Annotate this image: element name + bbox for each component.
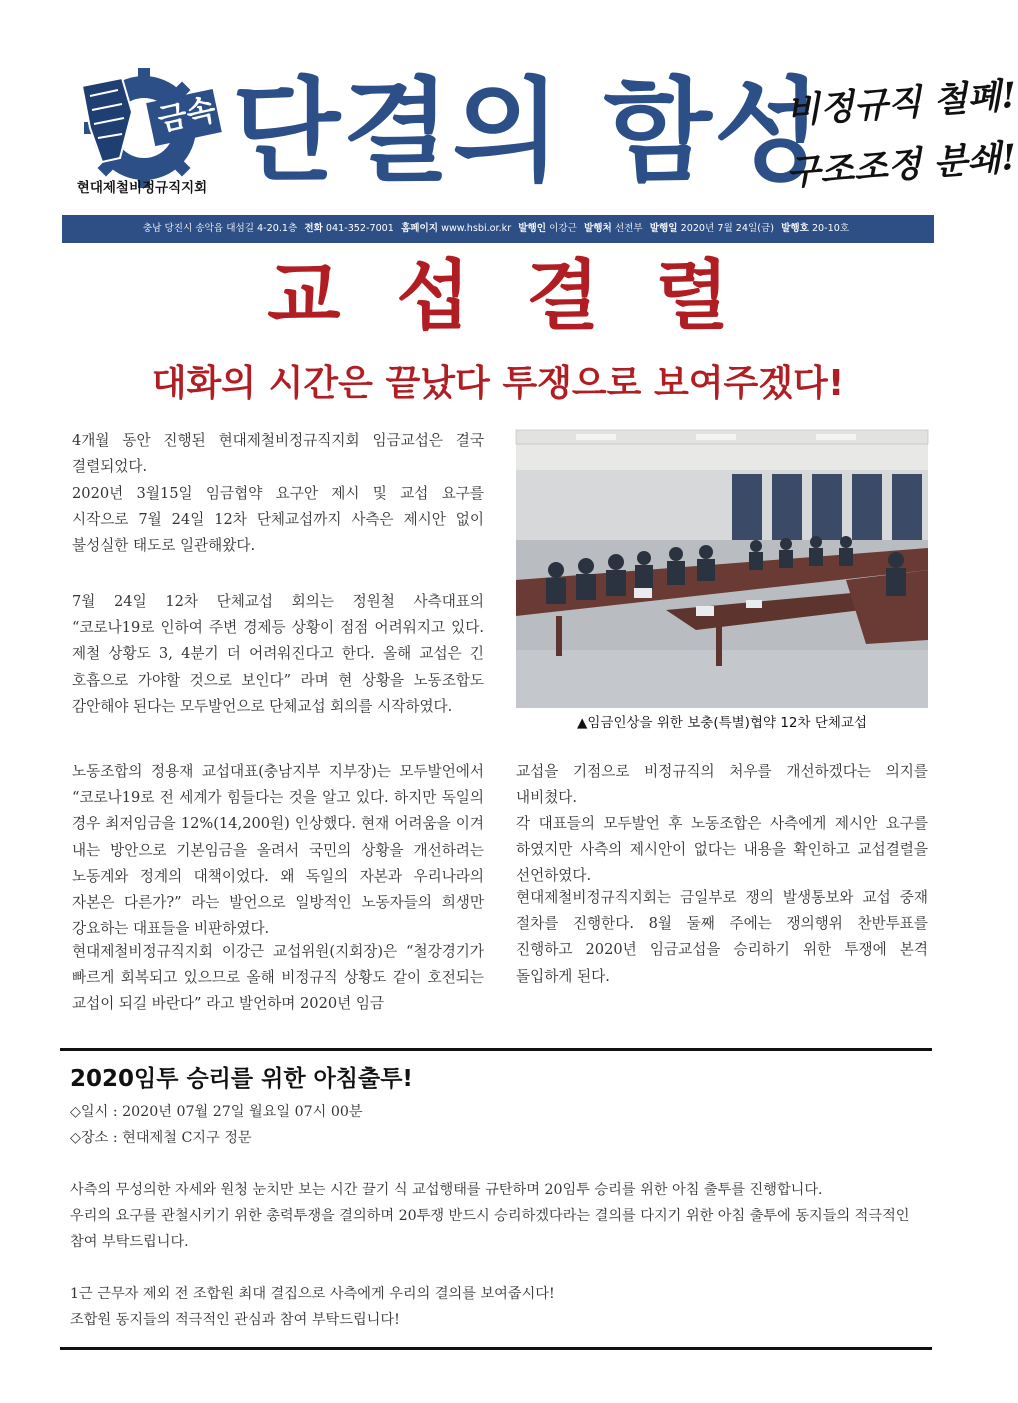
notice-line-1: 사측의 무성의한 자세와 원청 눈치만 보는 시간 끌기 식 교섭행태를 규탄하며 20임투 승리를 위한 아침 출투를 진행합니다.: [70, 1182, 823, 1198]
meeting-photo: [516, 430, 928, 708]
date-label: 발행일: [649, 223, 678, 234]
notice-when: ◇일시 : 2020년 07월 27일 월요일 07시 00분: [70, 1104, 363, 1120]
publisher: 이강근: [549, 223, 577, 234]
meeting-room-image: [516, 430, 928, 708]
logo-text: 금속: [154, 92, 219, 139]
homepage-label: 홈페이지: [400, 223, 439, 234]
office-label: 발행처: [583, 223, 612, 234]
subheadline: 대화의 시간은 끝났다 투쟁으로 보여주겠다!: [151, 363, 845, 404]
phone-label: 전화: [304, 223, 323, 234]
issue-date: 2020년 7월 24일(금): [680, 223, 774, 234]
article-paragraph-8: 현대제철비정규직지회는 금일부로 쟁의 발생통보와 교섭 중재 절차를 진행한다. 8월 둘째 주에는 쟁의행위 찬반투표를 진행하고 2020년 임금교섭을 승리하기 위한 투쟁에 본격 돌입하게 된다.: [516, 889, 928, 985]
photo-caption: ▲임금인상을 위한 보충(특별)협약 12차 단체교섭: [577, 715, 867, 731]
article-paragraph-3: 7월 24일 12차 단체교섭 회의는 정원철 사측대표의 “코로나19로 인하여 주변 경제등 상황이 점점 어려워지고 있다. 제철 상황도 3, 4분기 더 어려워진다고 한다. 올해 교섭은 긴 호흡으로 가야할 것으로 보인다” 라며 현 상황을 노동조합도 감안해야 된다는 모두발언으로 단체교섭 회의를 시작하였다.: [72, 593, 484, 715]
org-name: 현대제철비정규직지회: [76, 180, 208, 196]
publication-info-bar: [62, 215, 934, 243]
slogan-2: 구조조정 분쇄!: [784, 136, 1018, 194]
notice-top-rule: [60, 1048, 932, 1051]
article-paragraph-4: 노동조합의 정용재 교섭대표(충남지부 지부장)는 모두발언에서 “코로나19로 전 세계가 힘들다는 것을 알고 있다. 하지만 독일의 경우 최저임금을 12%(14,200원) 인상했다. 현재 어려움을 이겨 내는 방안으로 기본임금을 올려서 국민의 상황을 개선하려는 노동계와 정계의 대책이었다. 왜 독일의 자본과 우리나라의 자본은 다른가?” 라는 발언으로 일방적인 노동자들의 희생만 강요하는 대표들을 비판하였다.: [72, 763, 484, 938]
notice-line-2: 우리의 요구를 관철시키기 위한 총력투쟁을 결의하며 20투쟁 반드시 승리하겠다라는 결의를 다지기 위한 아침 출투에 동지들의 적극적인: [70, 1208, 910, 1224]
notice-line-5: 조합원 동지들의 적극적인 관심과 참여 부탁드립니다!: [70, 1312, 400, 1328]
union-logo: [62, 66, 222, 194]
article-paragraph-2: 2020년 3월15일 임금협약 요구안 제시 및 교섭 요구를 시작으로 7월 24일 12차 단체교섭까지 사측은 제시안 없이 불성실한 태도로 일관해왔다.: [72, 485, 484, 555]
notice-where: ◇장소 : 현대제철 C지구 정문: [70, 1130, 252, 1146]
article-paragraph-1: 4개월 동안 진행된 현대제철비정규직지회 임금교섭은 결국 결렬되었다.: [72, 432, 484, 476]
office: 선전부: [614, 223, 643, 234]
notice-bottom-rule: [60, 1347, 932, 1350]
article-paragraph-6: 교섭을 기점으로 비정규직의 처우를 개선하겠다는 의지를 내비쳤다.: [516, 763, 928, 807]
notice-line-4: 1근 근무자 제외 전 조합원 최대 결집으로 사측에게 우리의 결의를 보여줍시다!: [70, 1286, 555, 1302]
issue-number: 20-10호: [811, 223, 850, 234]
slogan-1: 비정규직 철폐!: [784, 74, 1018, 132]
issue-label: 발행호: [781, 223, 809, 234]
article-paragraph-7: 각 대표들의 모두발언 후 노동조합은 사측에게 제시안 요구를 하였지만 사측의 제시안이 없다는 내용을 확인하고 교섭결렬을 선언하였다.: [516, 815, 928, 885]
homepage: www.hsbi.or.kr: [441, 223, 512, 234]
newsletter-title: 단결의 함성: [232, 67, 824, 197]
article-paragraph-5: 현대제철비정규직지회 이강근 교섭위원(지회장)은 “철강경기가 빠르게 회복되고 있으므로 올해 비정규직 상황도 같이 호전되는 교섭이 되길 바란다” 라고 발언하며 2020년 임금: [72, 943, 484, 1013]
publisher-label: 발행인: [518, 223, 547, 234]
headline: 교섭결렬: [267, 251, 785, 340]
address: 충남 당진시 송악읍 대섬길 4-20.1층: [142, 223, 298, 234]
notice-line-3: 참여 부탁드립니다.: [70, 1234, 189, 1250]
phone: 041-352-7001: [325, 223, 394, 234]
notice-title: 2020임투 승리를 위한 아침출투!: [70, 1066, 413, 1092]
